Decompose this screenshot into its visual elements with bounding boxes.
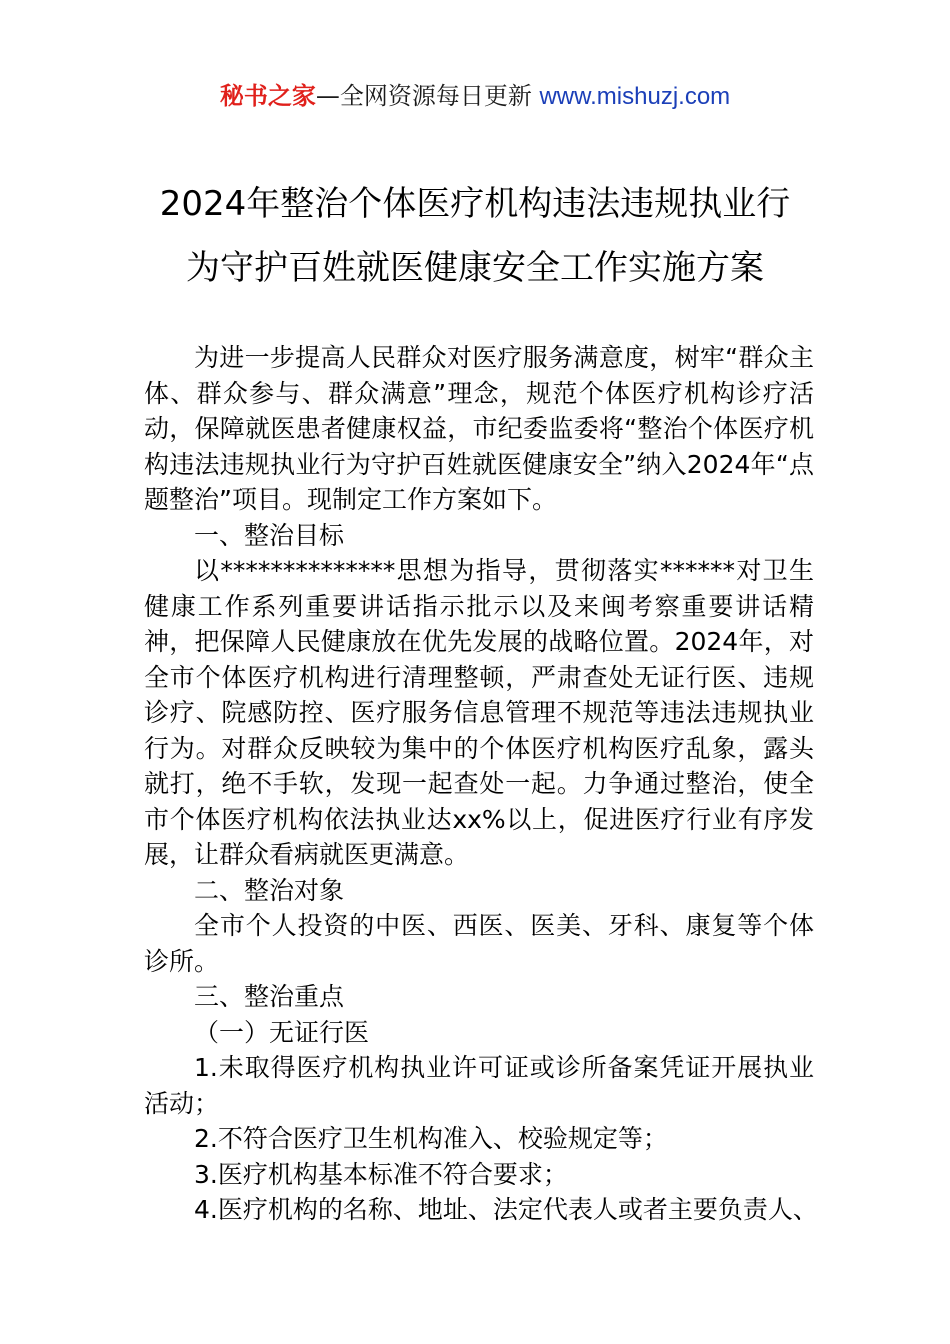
document-title bbox=[130, 172, 820, 300]
list-item: 4.医疗机构的名称、地址、法定代表人或者主要负责人、 bbox=[194, 1195, 818, 1224]
list-item: 3.医疗机构基本标准不符合要求； bbox=[194, 1159, 568, 1189]
section-heading-target: 二、整治对象 bbox=[194, 875, 345, 905]
title-line-2: 为守护百姓就医健康安全工作实施方案 bbox=[186, 248, 764, 288]
goal-paragraph: 以**************思想为指导，贯彻落实******对卫生健康工作系列重要讲话指示批示以及来闽考察重要讲话精神，把保障人民健康放在优先发展的战略位置。2024年，对全市个体医疗机构进行清理整顿，严肃查处无证行医、违规诊疗、院感防控、医疗服务信息管理不规范等违法违规执业行为。对群众反映较为集中的个体医疗机构医疗乱象，露头就打，绝不手软，发现一起查处一起。力争通过整治，使全市个体医疗机构依法执业达xx%以上，促进医疗行业有序发展，让群众看病就医更满意。 bbox=[144, 556, 814, 869]
section-heading-goal: 一、整治目标 bbox=[194, 520, 345, 550]
brand-name: 秘书之家 bbox=[219, 82, 316, 110]
list-item: 1.未取得医疗机构执业许可证或诊所备案凭证开展执业活动； bbox=[144, 1053, 814, 1118]
intro-paragraph: 为进一步提高人民群众对医疗服务满意度，树牢“群众主体、群众参与、群众满意”理念，规范个体医疗机构诊疗活动，保障就医患者健康权益，市纪委监委将“整治个体医疗机构违法违规执业行为守护百姓就医健康安全”纳入2024年“点题整治”项目。现制定工作方案如下。 bbox=[144, 343, 814, 514]
subsection-heading-unlicensed: （一）无证行医 bbox=[194, 1017, 370, 1047]
site-header bbox=[0, 80, 950, 113]
section-heading-focus: 三、整治重点 bbox=[194, 982, 345, 1011]
header-tagline: —全网资源每日更新 bbox=[315, 82, 540, 110]
document-body bbox=[144, 340, 818, 1228]
website-link[interactable]: www.mishuzj.com bbox=[539, 83, 731, 110]
target-paragraph: 全市个人投资的中医、西医、医美、牙科、康复等个体诊所。 bbox=[144, 911, 814, 976]
list-item: 2.不符合医疗卫生机构准入、校验规定等； bbox=[194, 1124, 668, 1153]
title-line-1: 2024年整治个体医疗机构违法违规执业行 bbox=[159, 184, 791, 224]
